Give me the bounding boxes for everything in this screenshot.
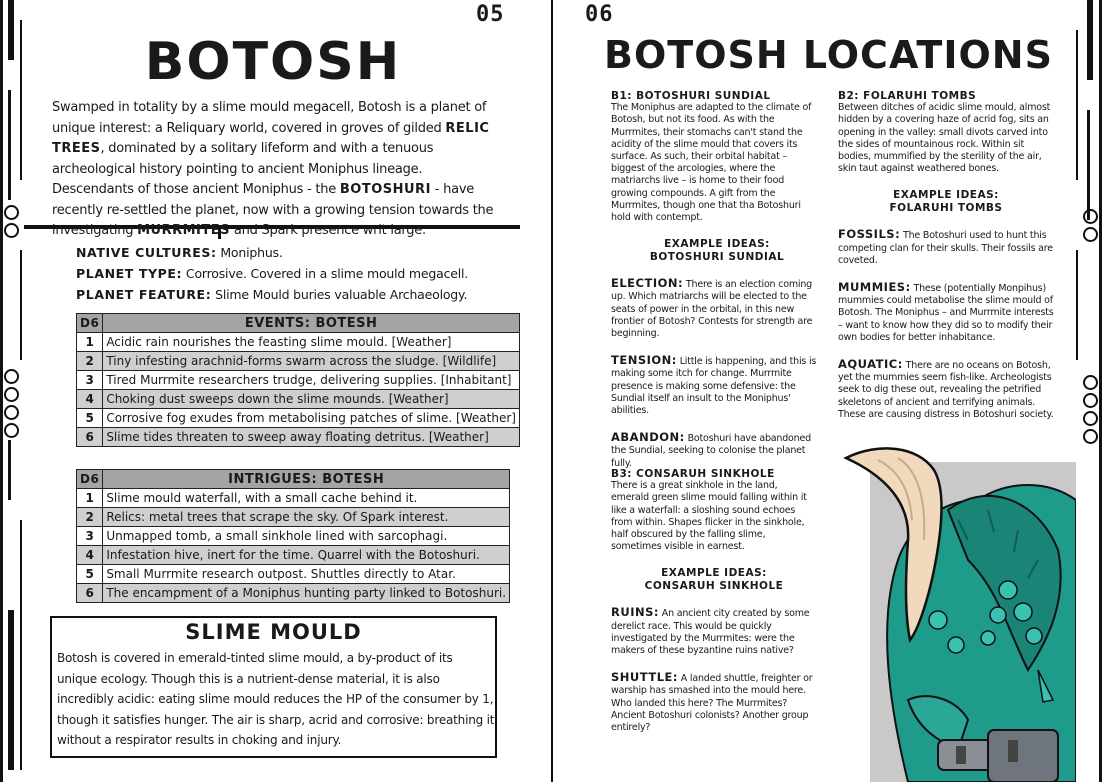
roll-result: Tiny infesting arachnid-forms swarm across the sludge. [Wildlife] — [103, 352, 520, 371]
roll-result: Unmapped tomb, a small sinkhole lined with sarcophagi. — [103, 527, 510, 546]
roll-number: 3 — [77, 371, 103, 390]
table-row — [77, 546, 510, 565]
b1-idea-election: ELECTION: There is an election coming up. Which matriarchs will be elected to the seats of power in the orbital, in this new frontier of Botosh? Contests for strength are beginning. — [611, 276, 813, 340]
roll-result: Relics: metal trees that scrape the sky. Of Spark interest. — [103, 508, 510, 527]
locations-title: BOTOSH LOCATIONS — [604, 33, 1053, 77]
b1-idea-abandon: ABANDON: Botoshuri have abandoned the Sundial, seeking to colonise the planet fully. — [611, 430, 811, 469]
slime-mould-text: Botosh is covered in emerald-tinted slime mould, a by-product of its unique ecology. Though this is a nutrient-dense material, it is also incredibly acidic: eating slime mould reduces the HP of the consumer by 1, though it satisfies hunger. The air is sharp, acrid and corrosive: breathing it without a respirator results in choking and injury. — [57, 651, 495, 747]
moniphus-creature-illustration — [838, 440, 1076, 782]
roll-result: Small Murrmite research outpost. Shuttles directly to Atar. — [103, 565, 510, 584]
table-row — [77, 390, 520, 409]
roll-number: 1 — [77, 489, 103, 508]
page-title: BOTOSH — [144, 32, 402, 92]
b1-idea-tension: TENSION: Little is happening, and this is making some itch for change. Murrmite presence is making some defensive: the Sundial itself an insult to the Moniphus' abilities. — [611, 353, 817, 417]
roll-result: Choking dust sweeps down the slime mounds. [Weather] — [103, 390, 520, 409]
roll-number: 2 — [77, 508, 103, 527]
roll-number: 1 — [77, 333, 103, 352]
center-divider — [551, 0, 553, 782]
location-b2 — [838, 90, 1054, 421]
roll-number: 3 — [77, 527, 103, 546]
roll-result: The encampment of a Moniphus hunting party linked to Botoshuri. — [103, 584, 510, 603]
roll-number: 4 — [77, 546, 103, 565]
table-row — [77, 352, 520, 371]
b3-idea-shuttle: SHUTTLE: A landed shuttle, freighter or warship has smashed into the mould here. Who landed this here? The Murrmites? Ancient Botoshuri colonists? Another group entirely? — [611, 670, 813, 734]
roll-result: Corrosive fog exudes from metabolising patches of slime. [Weather] — [103, 409, 520, 428]
slime-mould-title: SLIME MOULD — [185, 620, 362, 644]
intrigues-title: INTRIGUES: BOTESH — [103, 470, 510, 489]
intrigues-table — [76, 469, 510, 603]
murrmites-term: MURRMITES — [137, 223, 230, 238]
b1-ideas-heading: EXAMPLE IDEAS: BOTOSHURI SUNDIAL — [649, 238, 785, 263]
botoshuri-term: BOTOSHURI — [339, 182, 431, 197]
table-row — [77, 428, 520, 447]
slime-mould-box — [50, 616, 497, 758]
table-row — [77, 409, 520, 428]
events-table — [76, 313, 520, 447]
location-b3 — [611, 468, 817, 734]
page-number-right: 06 — [585, 2, 614, 27]
roll-result: Slime mould waterfall, with a small cache behind it. — [103, 489, 510, 508]
b2-idea-mummies: MUMMIES: These (potentially Monpihus) mummies could metabolise the slime mould of Botosh. The Moniphus – and Murrmite interests – want to know how they did so to modify their own bodies for better inhabitance. — [838, 280, 1054, 343]
b3-description: There is a great sinkhole in the land, emerald green slime mould falling within it like a waterfall: a sloshing sound echoes from within. Shapes flicker in the sinkhole, half obscured by the falling slime, sometimes visible in earnest. — [611, 480, 807, 553]
b3-idea-ruins: RUINS: An ancient city created by some derelict race. This would be quickly investigated by the Murrmites: were the makers of these byzantine ruins native? — [611, 605, 810, 657]
roll-result: Tired Murrmite researchers trudge, delivering supplies. [Inhabitant] — [103, 371, 520, 390]
native-cultures-line: NATIVE CULTURES: Moniphus. — [76, 245, 283, 260]
roll-number: 6 — [77, 428, 103, 447]
table-row — [77, 371, 520, 390]
roll-result: Acidic rain nourishes the feasting slime mould. [Weather] — [103, 333, 520, 352]
table-row — [77, 508, 510, 527]
table-row — [77, 584, 510, 603]
b2-ideas-heading: EXAMPLE IDEAS: FOLARUHI TOMBS — [889, 189, 1003, 214]
roll-number: 5 — [77, 565, 103, 584]
intrigues-die-header: D6 — [77, 470, 103, 489]
planet-type-line: PLANET TYPE: Corrosive. Covered in a slime mould megacell. — [76, 266, 469, 281]
b3-ideas-heading: EXAMPLE IDEAS: CONSARUH SINKHOLE — [644, 567, 784, 592]
page-number: 05 — [476, 2, 505, 27]
events-title: EVENTS: BOTESH — [103, 314, 520, 333]
planet-intro: Swamped in totality by a slime mould megacell, Botosh is a planet of unique interest: a Reliquary world, covered in groves of gilded RELIC TREES, dominated by a solitary lifeform and with a tenuous archeological history pointing to ancient Moniphus lineage. Descendants of those ancient Moniphus - the BOTOSHURI - have recently re-settled the planet, now with a growing tension towards the investigating MURRMITES and Spark presence writ large. — [52, 100, 494, 238]
b1-description: The Moniphus are adapted to the climate of Botosh, but not its food. As with the Murrmites, their stomachs can't stand the acidity of the slime mould that covers its surface. As such, their orbital habitat – biggest of the arcologies, where the matriarchs live – is home to their food growing compounds. A gift from the Murrmites, though one that tha Botoshuri hold with contempt. — [611, 102, 812, 224]
events-die-header: D6 — [77, 314, 103, 333]
b2-description: Between ditches of acidic slime mould, almost hidden by a covering haze of acrid fog, sits an opening in the valley: small divots carved into the sides of mountainous rock. Within sit bodies, mummified by the sterility of the air, skin taut against weathered bones. — [838, 102, 1051, 175]
b2-idea-fossils: FOSSILS: The Botoshuri used to hunt this competing clan for their skulls. Their fossils are coveted. — [838, 227, 1053, 266]
table-row — [77, 333, 520, 352]
planet-facts — [76, 242, 516, 305]
roll-result: Infestation hive, inert for the time. Quarrel with the Botoshuri. — [103, 546, 510, 565]
roll-number: 2 — [77, 352, 103, 371]
roll-number: 5 — [77, 409, 103, 428]
b3-heading: B3: CONSARUH SINKHOLE — [611, 468, 775, 480]
relic-trees-term: RELIC TREES — [52, 120, 490, 156]
roll-result: Slime tides threaten to sweep away floating detritus. [Weather] — [103, 428, 520, 447]
roll-number: 6 — [77, 584, 103, 603]
location-b1 — [611, 90, 823, 470]
b2-heading: B2: FOLARUHI TOMBS — [838, 90, 977, 102]
table-row — [77, 489, 510, 508]
b2-idea-aquatic: AQUATIC: There are no oceans on Botosh, yet the mummies seem fish-like. Archeologists seek to dig these out, revealing the petrified skeletons of ancient and terrifying animals. These are causing distress in Botoshuri society. — [838, 357, 1054, 420]
planet-feature-line: PLANET FEATURE: Slime Mould buries valuable Archaeology. — [76, 287, 468, 302]
table-row — [77, 565, 510, 584]
roll-number: 4 — [77, 390, 103, 409]
b1-heading: B1: BOTOSHURI SUNDIAL — [611, 90, 771, 102]
table-row — [77, 527, 510, 546]
